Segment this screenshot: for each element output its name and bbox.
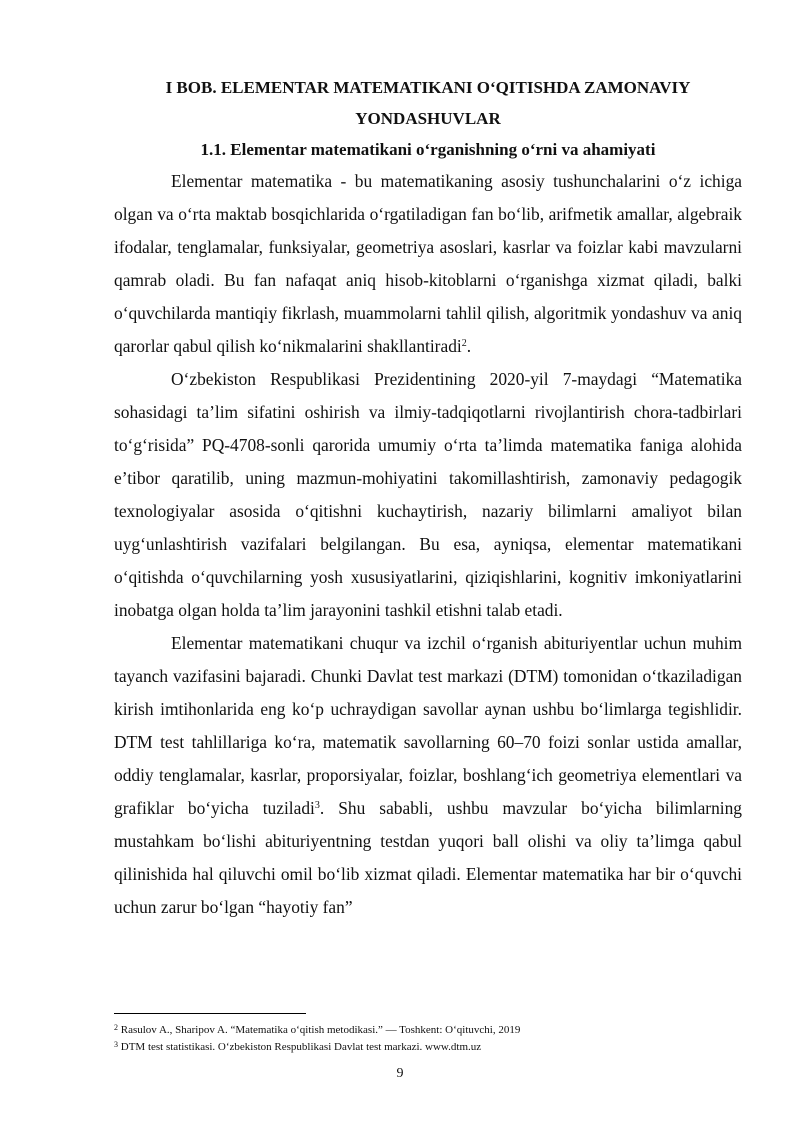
section-title: 1.1. Elementar matematikani o‘rganishning o‘rni va ahamiyati <box>200 140 656 159</box>
paragraph-3-text: Elementar matematikani chuqur va izchil o‘rganish abituriyentlar uchun muhim tayanch vazifasini bajaradi. Chunki Davlat test markazi (DTM) tomonidan o‘tkaziladigan kirish imtihonlarida eng ko‘p uchraydigan savollar aynan ushbu bo‘limlarga tegishlidir. DTM test tahlillariga ko‘ra, matematik savollarning 60–70 foizi sonlar ustida amallar, oddiy tenglamalar, kasrlar, proporsiyalar, foizlar, boshlang‘ich geometriya elementlari va grafiklar bo‘yicha tuziladi <box>114 633 742 818</box>
footnote-number: 2 <box>114 1023 118 1032</box>
footnote-text: Rasulov A., Sharipov A. “Matematika o‘qitish metodikasi.” — Toshkent: O‘qituvchi, 2019 <box>120 1024 521 1036</box>
footnotes <box>114 1022 742 1056</box>
paragraph-3-continuation: . Shu sababli, ushbu mavzular bo‘yicha bilimlarning mustahkam bo‘lishi abituriyentning testdan yuqori ball olishi va oliy ta’limga qabul qilinishida hal qiluvchi omil bo‘lib xizmat qiladi. Elementar matematika har bir o‘quvchi uchun zarur bo‘lgan “hayotiy fan” <box>114 798 742 917</box>
footnote-number: 3 <box>114 1040 118 1049</box>
paragraph-1 <box>114 165 742 363</box>
paragraph-1-text: Elementar matematika - bu matematikaning asosiy tushunchalarini o‘z ichiga olgan va o‘rta maktab bosqichlarida o‘rgatiladigan fan bo‘lib, arifmetik amallar, algebraik ifodalar, tenglamalar, funksiyalar, geometriya asoslari, kasrlar va foizlar kabi mavzularni qamrab oladi. Bu fan nafaqat aniq hisob-kitoblarni o‘rganishga xizmat qiladi, balki o‘quvchilarda mantiqiy fikrlash, muammolarni tahlil qilish, algoritmik yondashuv va aniq qarorlar qabul qilish ko‘nikmalarini shakllantiradi <box>114 171 742 356</box>
footnote-ref-2[interactable]: 2 <box>461 338 467 349</box>
footnote-item <box>114 1022 742 1039</box>
page-content <box>114 72 742 924</box>
footnote-text: DTM test statistikasi. O‘zbekiston Respublikasi Davlat test markazi. www.dtm.uz <box>120 1041 482 1053</box>
paragraph-3 <box>114 627 742 924</box>
footnote-ref-3[interactable]: 3 <box>314 800 320 811</box>
chapter-title: I BOB. ELEMENTAR MATEMATIKANI O‘QITISHDA ZAMONAVIY YONDASHUVLAR <box>165 78 691 128</box>
footnote-item <box>114 1039 742 1056</box>
paragraph-2: O‘zbekiston Respublikasi Prezidentining 2020-yil 7-maydagi “Matematika sohasidagi ta’lim sifatini oshirish va ilmiy-tadqiqotlarni rivojlantirish chora-tadbirlari to‘g‘risida” PQ-4708-sonli qarorida umumiy o‘rta ta’limda matematika faniga alohida e’tibor qaratilib, uning mazmun-mohiyatini takomillashtirish, zamonaviy pedagogik texnologiyalar asosida o‘qitishni kuchaytirish, nazariy bilimlarni amaliyot bilan uyg‘unlashtirish vazifalari belgilangan. Bu esa, ayniqsa, elementar matematikani o‘qitishda o‘quvchilarning yosh xususiyatlarini, qiziqishlarini, kognitiv imkoniyatlarini inobatga olgan holda ta’lim jarayonini tashkil etishni talab etadi. <box>114 369 742 620</box>
paragraph-1-end: . <box>466 336 472 356</box>
page-number: 9 <box>396 1066 404 1081</box>
footnote-separator <box>114 1013 306 1014</box>
